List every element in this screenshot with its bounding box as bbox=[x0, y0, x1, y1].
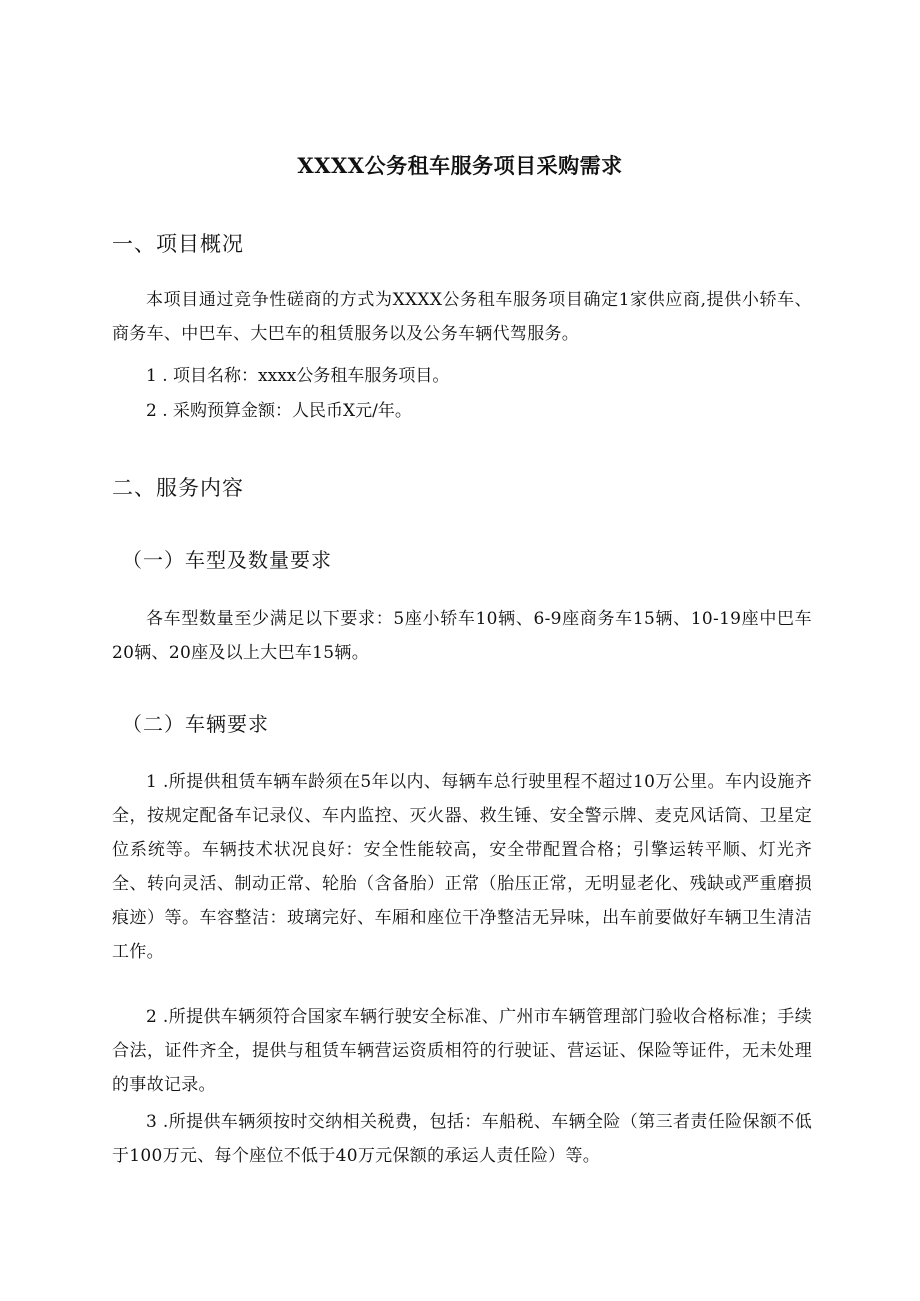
project-name-item: 1 . 项目名称：xxxx公务租车服务项目。 bbox=[146, 366, 450, 386]
subsection-heading-vehicle-types: （一）车型及数量要求 bbox=[122, 548, 332, 572]
vehicle-requirement-1: 1 .所提供租赁车辆车龄须在5年以内、每辆车总行驶里程不超过10万公里。车内设施齐全，按规定配备车记录仪、车内监控、灭火器、救生锤、安全警示牌、麦克风话筒、卫星定位系统等。车辆技术状况良好：安全性能较高，安全带配置合格；引擎运转平顺、灯光齐全、转向灵活、制动正常、轮胎（含备胎）正常（胎压正常，无明显老化、残缺或严重磨损痕迹）等。车容整洁：玻璃完好、车厢和座位干净整洁无异味，出车前要做好车辆卫生清洁工作。 bbox=[112, 772, 812, 962]
vehicle-requirement-3: 3 .所提供车辆须按时交纳相关税费，包括：车船税、车辆全险（第三者责任险保额不低于100万元、每个座位不低于40万元保额的承运人责任险）等。 bbox=[112, 1112, 812, 1166]
vehicle-types-paragraph: 各车型数量至少满足以下要求：5座小轿车10辆、6-9座商务车15辆、10-19座中巴车20辆、20座及以上大巴车15辆。 bbox=[112, 609, 812, 663]
vehicle-requirement-2: 2 .所提供车辆须符合国家车辆行驶安全标准、广州市车辆管理部门验收合格标准；手续合法，证件齐全，提供与租赁车辆营运资质相符的行驶证、营运证、保险等证件，无未处理的事故记录。 bbox=[112, 1007, 812, 1095]
section-heading-service: 二、服务内容 bbox=[112, 476, 244, 500]
subsection-heading-vehicle-requirements: （二）车辆要求 bbox=[122, 712, 269, 736]
budget-item: 2 . 采购预算金额：人民币X元/年。 bbox=[146, 401, 412, 421]
overview-paragraph: 本项目通过竞争性磋商的方式为XXXX公务租车服务项目确定1家供应商,提供小轿车、商务车、中巴车、大巴车的租赁服务以及公务车辆代驾服务。 bbox=[112, 290, 812, 344]
document-title: XXXX公务租车服务项目采购需求 bbox=[297, 153, 623, 178]
section-heading-overview: 一、项目概况 bbox=[112, 232, 244, 256]
